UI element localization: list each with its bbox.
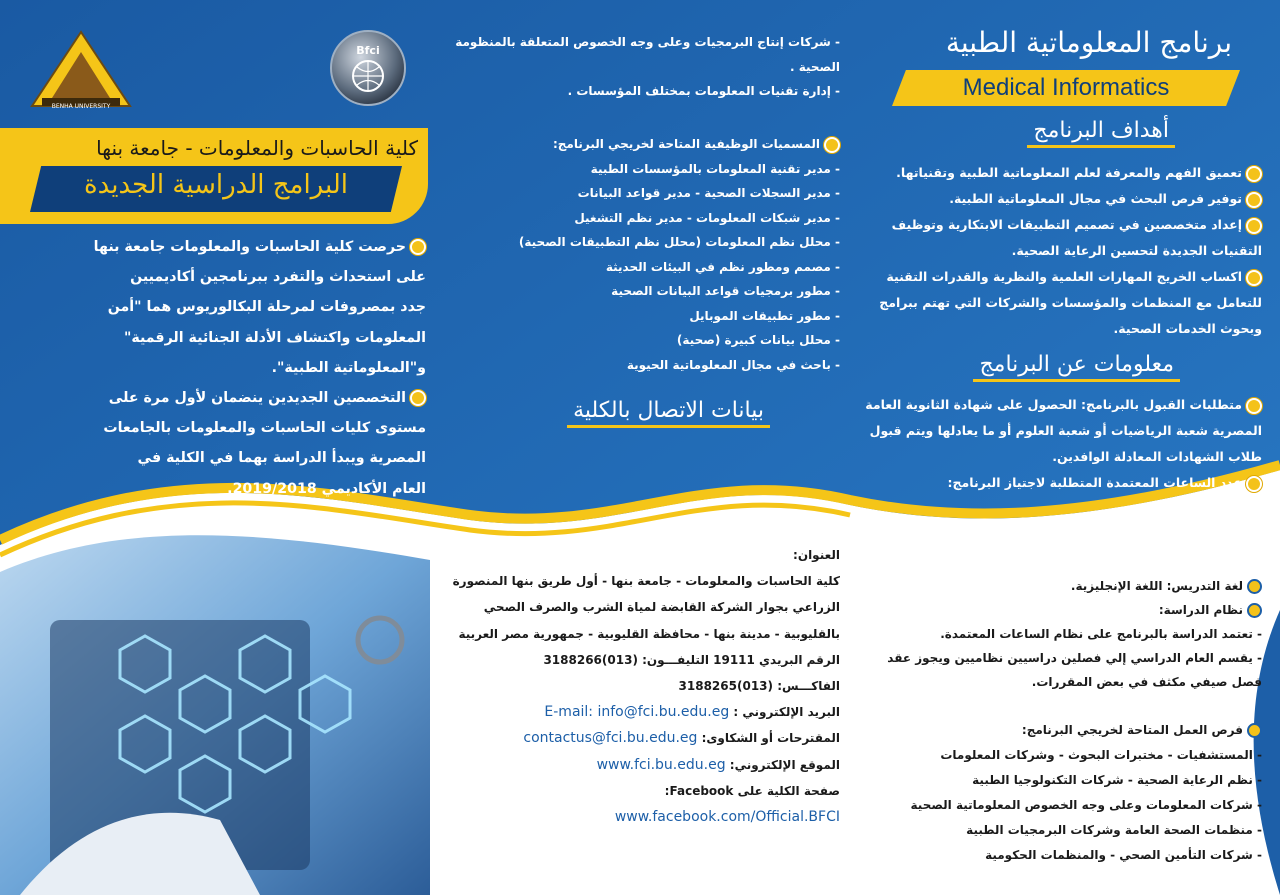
tablet-hand-image [0, 560, 430, 895]
bullet-icon [1247, 579, 1262, 594]
intro-text: حرصت كلية الحاسبات والمعلومات جامعة بنها على استحداث والتفرد ببرنامجين أكاديميين جدد بمصروفات لمرحلة البكالوريوس هما "أمن المعلومات واكتشاف الأدلة الجنائية الرقمية" و"المعلوماتية الطبية". التخصصين الجديدين ينضمان لأول مرة على مستوى كليات الحاسبات والمعلومات بالجامعات المصرية ويبدأ الدراسة بهما في الكلية في العام الأكاديمي 2019/2018. [93, 239, 426, 497]
bullet-icon [1246, 192, 1262, 208]
bullet-icon [1246, 218, 1262, 234]
benha-university-logo [22, 28, 140, 114]
bullet-icon [1246, 476, 1262, 492]
goals-heading: أهداف البرنامج [1027, 118, 1175, 143]
website-link[interactable]: www.fci.bu.edu.eg [596, 756, 726, 773]
middle-top-list: - شركات إنتاج البرمجيات وعلى وجه الخصوص المتعلقة بالمنظومة الصحية . - إدارة تقنيات المعلومات بمختلف المؤسسات . [455, 35, 840, 98]
faculty-line: كلية الحاسبات والمعلومات - جامعة بنها [96, 136, 418, 160]
svg-text:BENHA UNIVERSITY: BENHA UNIVERSITY [51, 103, 111, 110]
work-block: فرص العمل المتاحة لخريجي البرنامج: - المستشفيات - مختبرات البحوث - وشركات المعلومات - نظم الرعاية الصحية - شركات التكنولوجيا الطبية - شركات المعلومات وعلى وجه الخصوص المعلوماتية الصحية - منظمات الصحة العامة وشركات البرمجيات الطبية - شركات التأمين الصحي - والمنظمات الحكومية [910, 723, 1262, 862]
goals-list: تعميق الفهم والمعرفة لعلم المعلوماتية الطبية وتقنياتها. توفير فرص البحث في مجال المعلوماتية الطبية. إعداد متخصصين في تصميم التطبيقات الابتكارية وتوظيف التقنيات الجديدة لتحسين الرعاية الصحية. اكساب الخريج المهارات العلمية والنظرية والقدرات التقنية للتعامل مع المنظمات والمؤسسات والشركات التي تهتم ببرامج وبحوث الخدمات الصحية. [879, 165, 1262, 336]
bfci-logo [330, 30, 406, 106]
medical-photo [0, 560, 430, 895]
info-heading: معلومات عن البرنامج [973, 352, 1180, 377]
bullet-icon [1246, 166, 1262, 182]
facebook-link[interactable]: www.facebook.com/Official.BFCI [614, 809, 840, 826]
english-title: Medical Informatics [962, 74, 1170, 101]
email-link[interactable]: E-mail: info@fci.bu.edu.eg [544, 704, 730, 721]
bullet-icon [1247, 603, 1262, 618]
new-programs-title: البرامج الدراسية الجديدة [83, 170, 349, 200]
bullet-icon [1247, 723, 1262, 738]
bullet-icon [1246, 270, 1262, 286]
complaints-link[interactable]: contactus@fci.bu.edu.eg [523, 730, 698, 747]
bullet-icon [1246, 398, 1262, 414]
bullet-icon [824, 137, 840, 153]
bullet-icon [410, 390, 426, 406]
bullet-icon [410, 239, 426, 255]
contact-heading: بيانات الاتصال بالكلية [567, 398, 770, 423]
contact-block: العنوان: كلية الحاسبات والمعلومات - جامعة بنها - أول طريق بنها المنصورة الزراعي بجوار الشركة القابضة لمياة الشرب والصرف الصحي بالقليوبية - مدينة بنها - محافظة القليوبية - جمهورية مصر العربية الرقم البريدي 19111 التليفـــون: (013)3188266 الفاكـــس: (013)3188265 البريد الإلكتروني : E-mail: info@fci.bu.edu.eg المقترحات أو الشكاوى: contactus@fci.bu.edu.eg الموقع الإلكتروني: www.fci.bu.edu.eg صفحة الكلية على Facebook: www.facebook.com/Official.BFCI [452, 548, 840, 826]
svg-text:Bfci: Bfci [356, 44, 380, 57]
study-block: لغة التدريس: اللغة الإنجليزية. نظام الدراسة: - تعتمد الدراسة بالبرنامج على نظام الساعات المعتمدة. - يقسم العام الدراسي إلي فصلين دراسيين نظاميين ويجوز عقد فصل صيفي مكثف في بعض المقررات. [887, 579, 1262, 689]
jobs-list: المسميات الوظيفية المتاحة لخريجي البرنامج: - مدير تقنية المعلومات بالمؤسسات الطبية - مدير السجلات الصحية - مدير قواعد البيانات - مدير شبكات المعلومات - مدير نظم التشغيل - محلل نظم المعلومات (محلل نظم التطبيقات الصحية) - مصمم ومطور نظم في البيئات الحديثة - مطور برمجيات قواعد البيانات الصحية - مطور تطبيقات الموبايل - محلل بيانات كبيرة (صحية) - باحث في مجال المعلوماتية الحيوية [518, 137, 840, 372]
program-title: برنامج المعلوماتية الطبية [945, 26, 1232, 59]
info-list: متطلبات القبول بالبرنامج: الحصول على شهادة الثانوية العامة المصرية شعبة الرياضيات أو شعبة العلوم أو ما يعادلها ويتم قبول طلاب الشهادات المعادلة الوافدين. عدد الساعات المعتمدة المتطلبة لاجتياز البرنامج: 140 ساعة معتمدة [865, 397, 1262, 516]
